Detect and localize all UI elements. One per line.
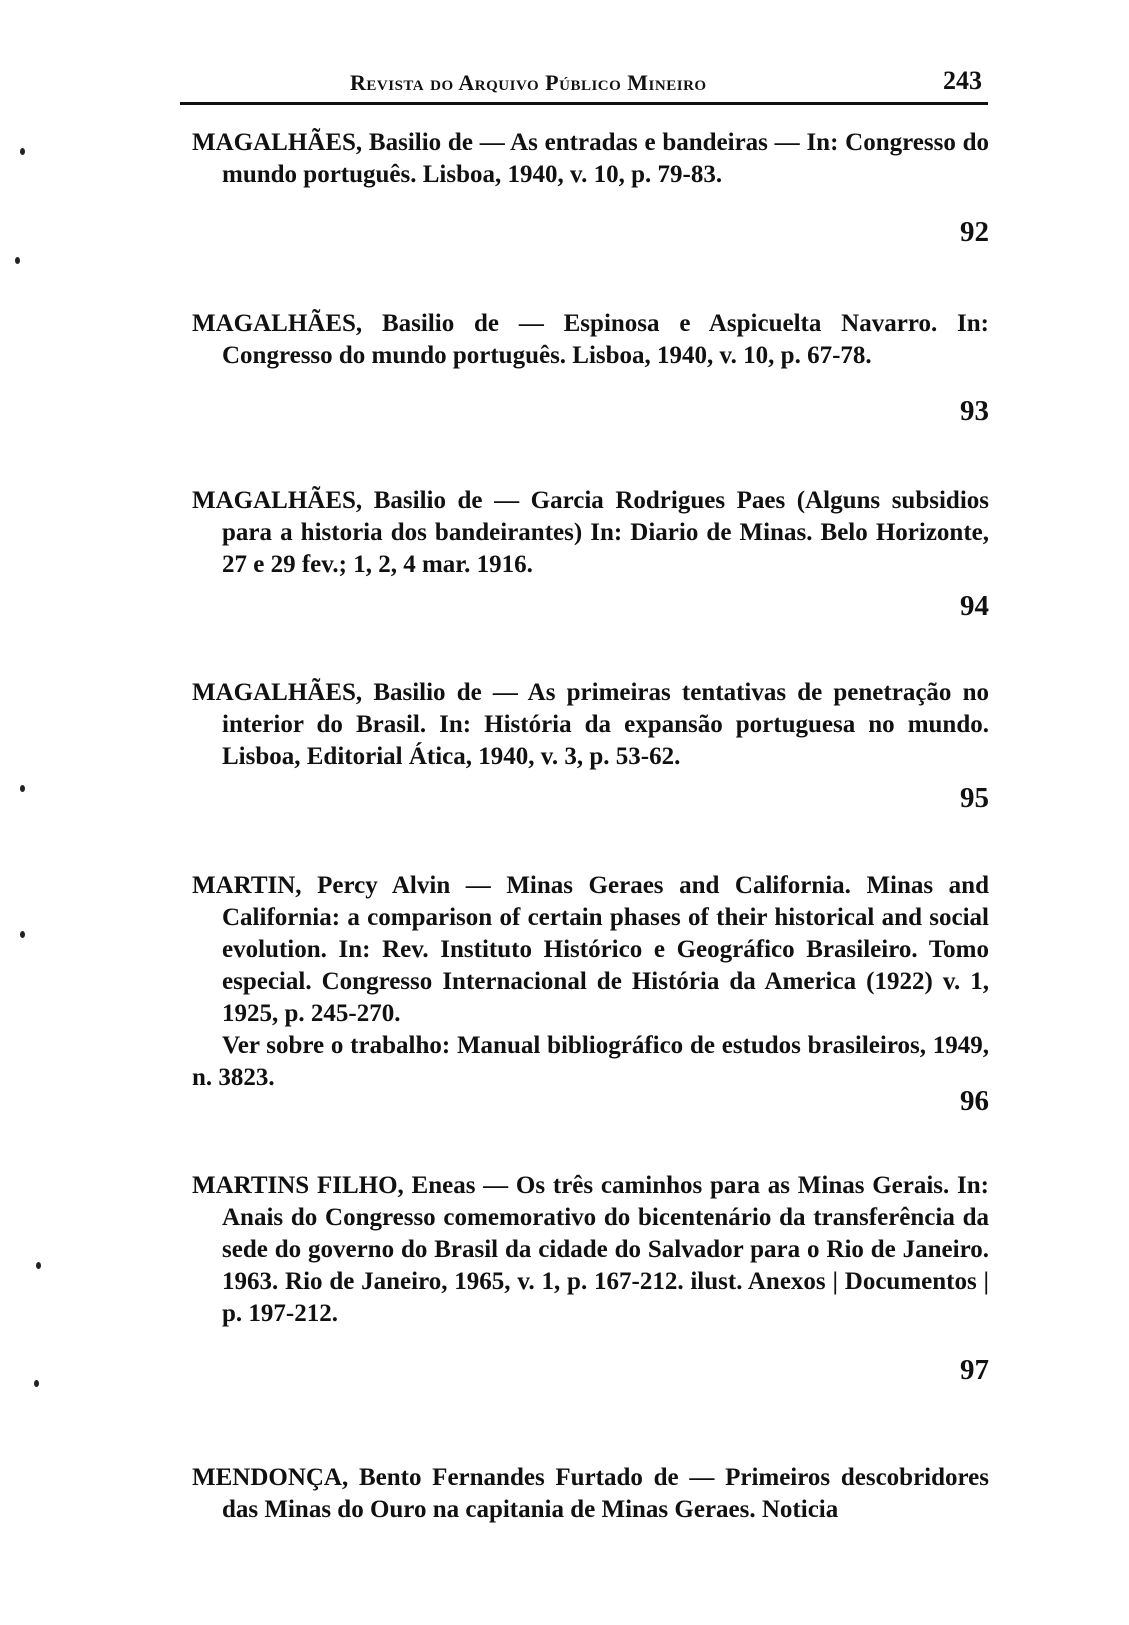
scan-speck bbox=[15, 257, 20, 264]
entry-text: MAGALHÃES, Basilio de — As entradas e bandeiras — In: Congresso do mundo português. Lisboa, 1940, v. 10, p. 79-83. bbox=[192, 129, 989, 188]
entry-text: MARTINS FILHO, Eneas — Os três caminhos para as Minas Gerais. In: Anais do Congresso comemorativo do bicentenário da transferência da sede do governo do Brasil da cidade do Salvador para o Rio de Janeiro. 1963. Rio de Janeiro, 1965, v. 1, p. 167-212. ilust. Anexos | Documentos | p. 197-212. bbox=[192, 1172, 989, 1327]
bibliography-entry bbox=[192, 677, 989, 814]
scan-speck bbox=[20, 148, 25, 155]
entry-number: 96 bbox=[960, 1085, 989, 1117]
entry-number: 97 bbox=[960, 1354, 989, 1386]
entry-text: MAGALHÃES, Basilio de — Garcia Rodrigues Paes (Alguns subsidios para a historia dos bandeirantes) In: Diario de Minas. Belo Horizonte, 27 e 29 fev.; 1, 2, 4 mar. 1916. bbox=[192, 487, 989, 578]
scan-speck bbox=[36, 1262, 41, 1269]
entry-text: MAGALHÃES, Basilio de — Espinosa e Aspicuelta Navarro. In: Congresso do mundo português. Lisboa, 1940, v. 10, p. 67-78. bbox=[192, 310, 989, 369]
entry-number: 92 bbox=[960, 216, 989, 248]
entry-text: MARTIN, Percy Alvin — Minas Geraes and California. Minas and California: a comparison of certain phases of their historical and social evolution. In: Rev. Instituto Histórico e Geográfico Brasileiro. Tomo especial. Congresso Internacional de História da America (1922) v. 1, 1925, p. 245-270. bbox=[192, 872, 989, 1027]
bibliography-entry bbox=[192, 1462, 989, 1526]
entry-number: 94 bbox=[960, 590, 989, 622]
running-header bbox=[180, 62, 988, 105]
bibliography-entry bbox=[192, 870, 989, 1117]
scan-speck bbox=[20, 785, 25, 792]
bibliography-entry bbox=[192, 485, 989, 622]
scan-speck bbox=[34, 1380, 39, 1387]
entry-text: MENDONÇA, Bento Fernandes Furtado de — Primeiros descobridores das Minas do Ouro na capitania de Minas Geraes. Noticia bbox=[192, 1464, 989, 1523]
entry-note: Ver sobre o trabalho: Manual bibliográfico de estudos brasileiros, 1949, n. 3823. bbox=[192, 1032, 989, 1091]
entry-number: 93 bbox=[960, 395, 989, 427]
entry-text: MAGALHÃES, Basilio de — As primeiras tentativas de penetração no interior do Brasil. In: História da expansão portuguesa no mundo. Lisboa, Editorial Ática, 1940, v. 3, p. 53-62. bbox=[192, 679, 989, 770]
bibliography-entry bbox=[192, 308, 989, 427]
entry-number: 95 bbox=[960, 782, 989, 814]
bibliography-entry bbox=[192, 127, 989, 248]
bibliography-entry bbox=[192, 1170, 989, 1386]
page-number: 243 bbox=[943, 66, 982, 95]
scan-speck bbox=[20, 931, 25, 938]
journal-title: Revista do Arquivo Público Mineiro bbox=[350, 70, 707, 95]
